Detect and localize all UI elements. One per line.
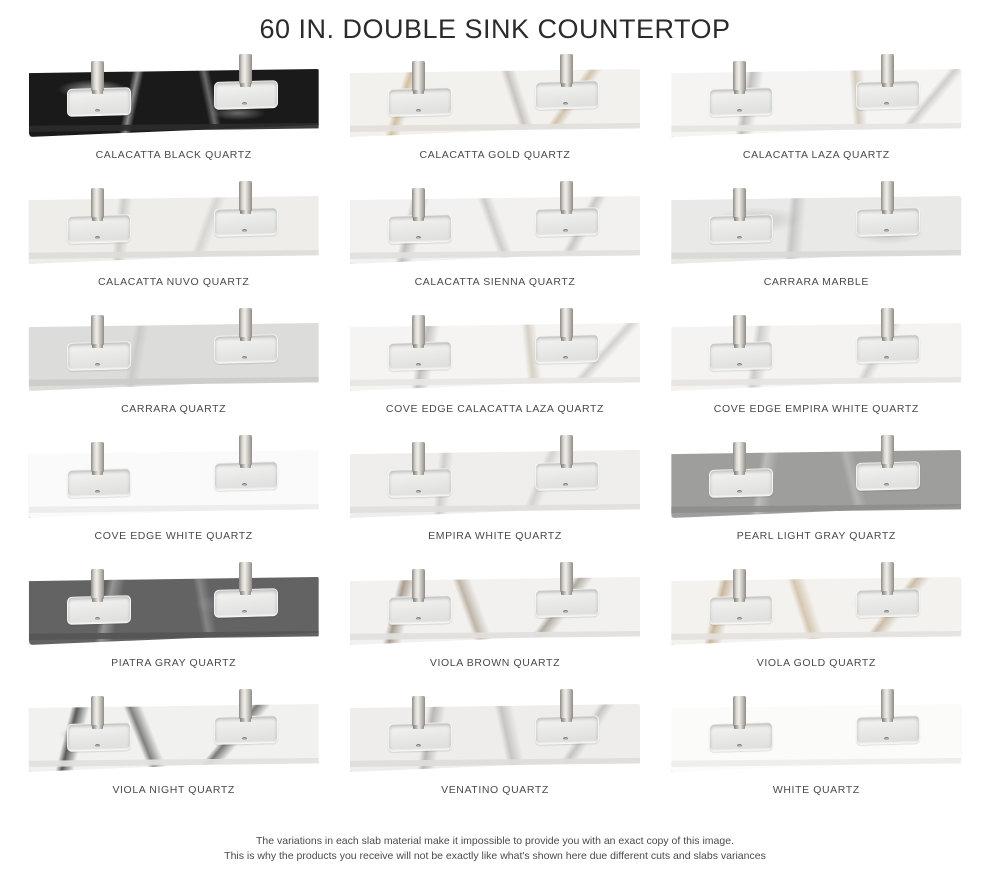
faucet-right-icon <box>881 54 894 84</box>
product-label: PEARL LIGHT GRAY QUARTZ <box>736 530 896 542</box>
drain-right-icon <box>563 610 568 613</box>
faucet-right-icon <box>239 562 252 592</box>
product-label: COVE EDGE CALACATTA LAZA QUARTZ <box>385 403 605 415</box>
faucet-left-icon <box>412 315 425 345</box>
drain-left-icon <box>416 236 421 239</box>
product-cell[interactable] <box>659 438 974 550</box>
faucet-right-icon <box>881 308 894 338</box>
countertop-image <box>671 184 961 272</box>
faucet-right-icon <box>560 435 573 465</box>
faucet-left-icon <box>412 442 425 472</box>
faucet-right-icon <box>560 54 573 84</box>
drain-right-icon <box>242 229 247 232</box>
faucet-left-icon <box>412 188 425 218</box>
faucet-left-icon <box>91 61 104 91</box>
countertop-image <box>350 184 640 272</box>
drain-right-icon <box>242 610 247 613</box>
drain-right-icon <box>563 102 568 105</box>
product-label: COVE EDGE WHITE QUARTZ <box>94 530 253 542</box>
faucet-left-icon <box>733 315 746 345</box>
faucet-left-icon <box>733 569 746 599</box>
drain-left-icon <box>416 363 421 366</box>
page-title: 60 IN. DOUBLE SINK COUNTERTOP <box>259 14 731 44</box>
product-label: CALACATTA BLACK QUARTZ <box>95 149 252 161</box>
product-label: PIATRA GRAY QUARTZ <box>111 657 237 669</box>
faucet-right-icon <box>560 308 573 338</box>
drain-right-icon <box>563 737 568 740</box>
countertop-image <box>29 57 319 145</box>
faucet-right-icon <box>881 435 894 465</box>
product-label: CARRARA MARBLE <box>763 276 869 288</box>
faucet-left-icon <box>412 569 425 599</box>
drain-left-icon <box>95 744 100 747</box>
product-label: VIOLA BROWN QUARTZ <box>429 657 561 669</box>
product-cell[interactable] <box>16 692 331 804</box>
product-cell[interactable] <box>16 565 331 677</box>
product-cell[interactable] <box>337 692 652 804</box>
faucet-left-icon <box>91 696 104 726</box>
faucet-right-icon <box>881 689 894 719</box>
countertop-image <box>29 692 319 780</box>
faucet-left-icon <box>412 61 425 91</box>
product-cell[interactable] <box>337 565 652 677</box>
faucet-left-icon <box>733 696 746 726</box>
product-cell[interactable] <box>659 57 974 169</box>
countertop-image <box>29 184 319 272</box>
faucet-right-icon <box>881 181 894 211</box>
product-label: EMPIRA WHITE QUARTZ <box>428 530 562 542</box>
drain-left-icon <box>95 363 100 366</box>
faucet-left-icon <box>412 696 425 726</box>
faucet-left-icon <box>91 442 104 472</box>
drain-left-icon <box>95 617 100 620</box>
countertop-image <box>350 438 640 526</box>
disclaimer-line-1: The variations in each slab material make it impossible to provide you with an exact copy of this image. <box>256 834 734 847</box>
product-cell[interactable] <box>337 184 652 296</box>
drain-left-icon <box>95 236 100 239</box>
product-label: WHITE QUARTZ <box>772 784 860 796</box>
product-label: COVE EDGE EMPIRA WHITE QUARTZ <box>713 403 919 415</box>
countertop-image <box>671 565 961 653</box>
product-label: CARRARA QUARTZ <box>121 403 227 415</box>
countertop-image <box>350 57 640 145</box>
drain-left-icon <box>416 744 421 747</box>
product-cell[interactable] <box>337 311 652 423</box>
disclaimer-line-2: This is why the products you receive will not be exactly like what's shown here due different cuts and slabs variances <box>224 849 766 862</box>
countertop-image <box>671 692 961 780</box>
drain-right-icon <box>563 356 568 359</box>
product-cell[interactable] <box>659 184 974 296</box>
drain-right-icon <box>242 483 247 486</box>
drain-left-icon <box>416 109 421 112</box>
drain-left-icon <box>95 490 100 493</box>
countertop-image <box>29 565 319 653</box>
faucet-left-icon <box>733 442 746 472</box>
drain-right-icon <box>242 737 247 740</box>
product-cell[interactable] <box>16 57 331 169</box>
faucet-left-icon <box>91 569 104 599</box>
faucet-left-icon <box>91 188 104 218</box>
product-cell[interactable] <box>16 311 331 423</box>
faucet-right-icon <box>560 562 573 592</box>
faucet-right-icon <box>560 689 573 719</box>
faucet-right-icon <box>560 181 573 211</box>
product-cell[interactable] <box>337 57 652 169</box>
countertop-image <box>350 565 640 653</box>
countertop-image <box>29 438 319 526</box>
product-cell[interactable] <box>16 184 331 296</box>
drain-right-icon <box>242 356 247 359</box>
product-cell[interactable] <box>659 311 974 423</box>
countertop-image <box>671 57 961 145</box>
drain-right-icon <box>563 483 568 486</box>
faucet-right-icon <box>239 435 252 465</box>
drain-left-icon <box>416 617 421 620</box>
disclaimer <box>0 834 990 864</box>
drain-left-icon <box>95 109 100 112</box>
drain-left-icon <box>416 490 421 493</box>
faucet-right-icon <box>239 54 252 84</box>
product-cell[interactable] <box>659 565 974 677</box>
countertop-image <box>671 438 961 526</box>
product-label: VIOLA NIGHT QUARTZ <box>112 784 235 796</box>
faucet-left-icon <box>91 315 104 345</box>
drain-right-icon <box>563 229 568 232</box>
countertop-image <box>29 311 319 399</box>
product-label: CALACATTA LAZA QUARTZ <box>742 149 890 161</box>
product-cell[interactable] <box>16 438 331 550</box>
faucet-left-icon <box>733 188 746 218</box>
product-cell[interactable] <box>337 438 652 550</box>
faucet-right-icon <box>881 562 894 592</box>
countertop-image <box>350 692 640 780</box>
product-label: CALACATTA NUVO QUARTZ <box>97 276 250 288</box>
faucet-right-icon <box>239 689 252 719</box>
product-label: VIOLA GOLD QUARTZ <box>756 657 876 669</box>
product-label: CALACATTA GOLD QUARTZ <box>419 149 571 161</box>
drain-right-icon <box>242 102 247 105</box>
countertop-image <box>671 311 961 399</box>
product-grid <box>0 51 990 804</box>
product-cell[interactable] <box>659 692 974 804</box>
countertop-image <box>350 311 640 399</box>
faucet-left-icon <box>733 61 746 91</box>
faucet-right-icon <box>239 181 252 211</box>
faucet-right-icon <box>239 308 252 338</box>
product-label: VENATINO QUARTZ <box>441 784 549 796</box>
product-label: CALACATTA SIENNA QUARTZ <box>414 276 576 288</box>
